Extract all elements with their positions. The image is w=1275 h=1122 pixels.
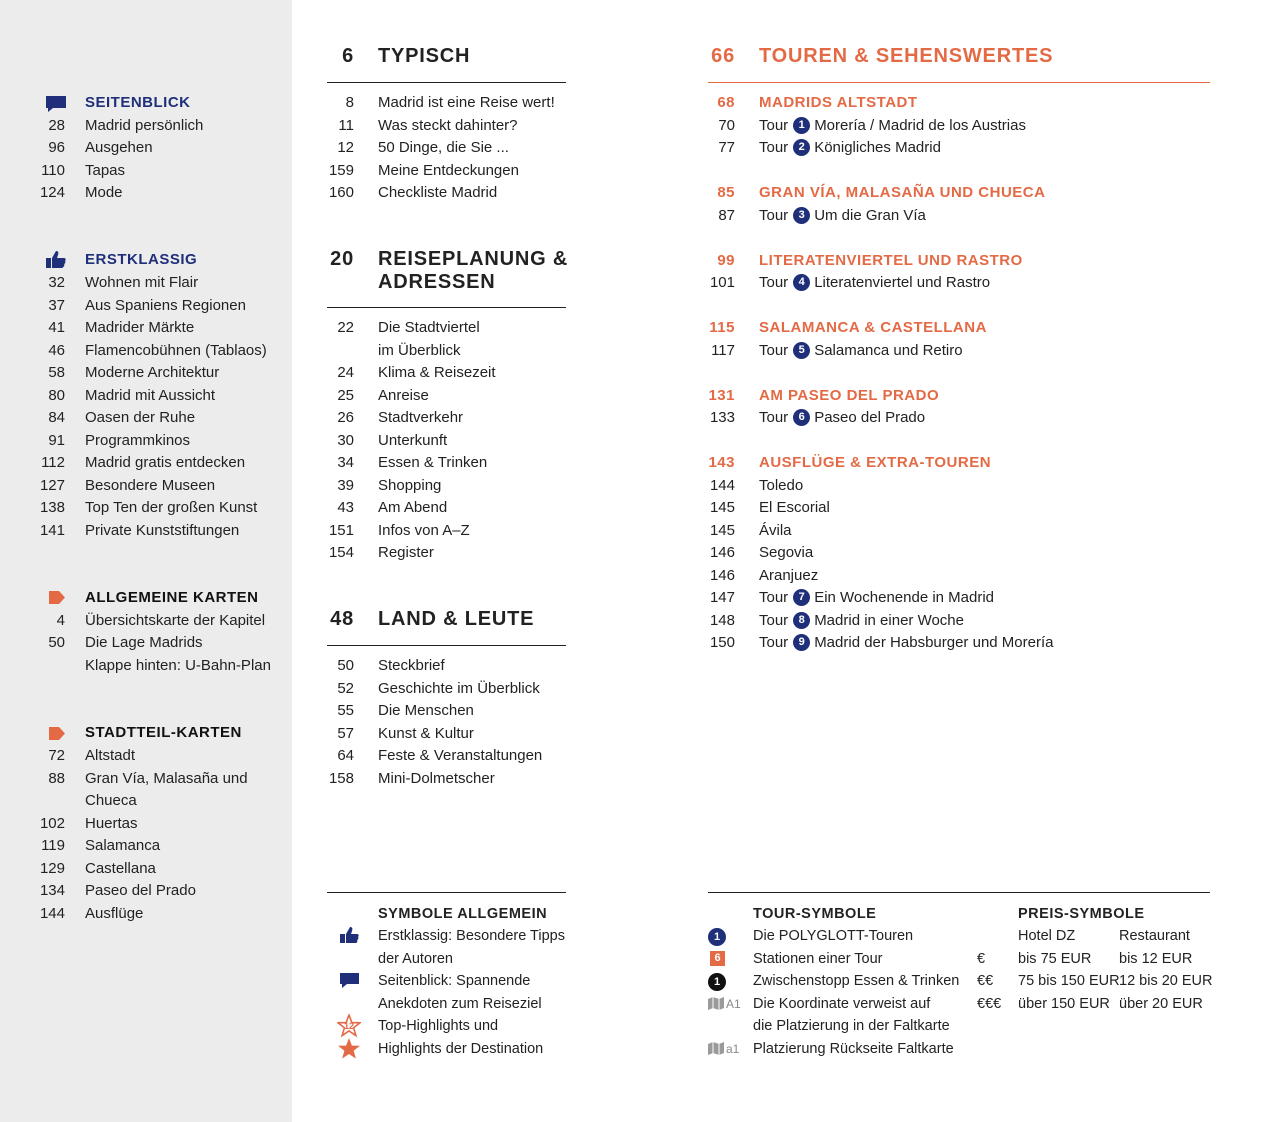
tour-number-badge: 7	[793, 589, 810, 606]
chapter-title[interactable]: LAND & LEUTE	[378, 608, 535, 630]
tour-number-badge: 2	[793, 139, 810, 156]
list-item[interactable]: 124 Mode	[39, 184, 123, 201]
section-title-erstklassig: ERSTKLASSIG	[85, 251, 198, 268]
list-item[interactable]: 24 Klima & Reisezeit	[337, 364, 496, 381]
list-item[interactable]: 30 Unterkunft	[337, 432, 448, 449]
divider	[327, 645, 566, 646]
list-item[interactable]: 22 Die Stadtviertel	[337, 319, 480, 336]
legend-line: Seitenblick: Spannende	[378, 973, 531, 989]
chapter-title[interactable]: TYPISCH	[378, 45, 471, 67]
price-symbol: €€€	[977, 996, 1002, 1012]
price-restaurant: über 20 EUR	[1119, 996, 1203, 1012]
list-item[interactable]: 146 Segovia	[709, 544, 814, 561]
group-heading[interactable]: 68 MADRIDS ALTSTADT	[717, 94, 918, 111]
speech-bubble-icon	[45, 95, 67, 113]
list-item[interactable]: 39 Shopping	[337, 477, 442, 494]
list-item[interactable]: 91 Programmkinos	[48, 432, 191, 449]
list-item[interactable]: 32 Wohnen mit Flair	[48, 274, 199, 291]
map-coordinate-back: a1	[726, 1042, 740, 1056]
list-item[interactable]: 26 Stadtverkehr	[337, 409, 464, 426]
divider	[708, 892, 1210, 893]
price-hotel: über 150 EUR	[1018, 996, 1110, 1012]
list-item[interactable]: 154 Register	[328, 544, 434, 561]
price-column-header: Restaurant	[1119, 928, 1190, 944]
list-item[interactable]: 112 Madrid gratis entdecken	[41, 454, 246, 471]
chapter-page-number: 66	[711, 45, 735, 67]
list-item[interactable]: 158 Mini-Dolmetscher	[328, 770, 495, 787]
list-item[interactable]: 141 Private Kunststiftungen	[39, 522, 240, 539]
legend-line: die Platzierung in der Faltkarte	[753, 1018, 950, 1034]
list-item[interactable]: 50 Steckbrief	[337, 657, 445, 674]
list-item[interactable]: 110 Tapas	[41, 162, 126, 179]
chapter-page-number: 20	[330, 248, 354, 270]
list-item[interactable]: 28 Madrid persönlich	[48, 117, 204, 134]
list-item[interactable]: 129 Castellana	[39, 860, 156, 877]
legend-line: Stationen einer Tour	[753, 951, 883, 967]
station-marker-icon: 6	[710, 951, 725, 966]
legend-line: Zwischenstopp Essen & Trinken	[753, 973, 960, 989]
tour-item[interactable]: 150 Tour 9 Madrid der Habsburger und Morería	[709, 634, 1054, 651]
chapter-title[interactable]: REISEPLANUNG &	[378, 248, 569, 270]
list-item[interactable]: 46 Flamencobühnen (Tablaos)	[48, 342, 267, 359]
list-item[interactable]: 8 Madrid ist eine Reise wert!	[345, 94, 555, 111]
price-restaurant: bis 12 EUR	[1119, 951, 1193, 967]
section-title-allgemeine-karten: ALLGEMEINE KARTEN	[85, 589, 259, 606]
legend-line: Platzierung Rückseite Faltkarte	[753, 1041, 954, 1057]
list-item[interactable]: 25 Anreise	[337, 387, 429, 404]
divider	[708, 82, 1210, 83]
legend-title: TOUR-SYMBOLE	[753, 906, 877, 922]
tour-item[interactable]: 148 Tour 8 Madrid in einer Woche	[709, 612, 964, 629]
price-restaurant: 12 bis 20 EUR	[1119, 973, 1213, 989]
section-title-stadtteil-karten: STADTTEIL-KARTEN	[85, 724, 242, 741]
list-item[interactable]: 50 Die Lage Madrids	[48, 634, 203, 651]
list-item[interactable]: 144 Ausflüge	[39, 905, 144, 922]
list-item[interactable]: 55 Die Menschen	[337, 702, 474, 719]
group-heading[interactable]: 85 GRAN VÍA, MALASAÑA UND CHUECA	[717, 184, 1046, 201]
list-item[interactable]: 119 Salamanca	[41, 837, 161, 854]
tour-item[interactable]: 147 Tour 7 Ein Wochenende in Madrid	[709, 589, 995, 606]
group-heading[interactable]: 115 SALAMANCA & CASTELLANA	[709, 319, 987, 336]
list-item[interactable]: 96 Ausgehen	[48, 139, 153, 156]
legend-line: Highlights der Destination	[378, 1041, 544, 1057]
legend-line: Erstklassig: Besondere Tipps	[378, 928, 565, 944]
legend-title: SYMBOLE ALLGEMEIN	[378, 906, 548, 922]
divider	[327, 892, 566, 893]
tour-number-badge: 4	[793, 274, 810, 291]
list-item[interactable]: 37 Aus Spaniens Regionen	[48, 297, 246, 314]
price-column-header: Hotel DZ	[1018, 928, 1076, 944]
map-coordinate-front: A1	[726, 997, 741, 1011]
list-item[interactable]: 160 Checkliste Madrid	[328, 184, 498, 201]
list-item[interactable]: 102 Huertas	[39, 815, 138, 832]
tour-item[interactable]: 77 Tour 2 Königliches Madrid	[718, 139, 941, 156]
price-hotel: bis 75 EUR	[1018, 951, 1092, 967]
divider	[327, 307, 566, 308]
tour-item[interactable]: 117 Tour 5 Salamanca und Retiro	[711, 342, 963, 359]
legend-line: der Autoren	[378, 951, 453, 967]
list-item[interactable]: 146 Aranjuez	[709, 567, 819, 584]
map-icon	[708, 997, 724, 1010]
list-item[interactable]: 12 50 Dinge, die Sie ...	[337, 139, 509, 156]
stopover-marker-icon: 1	[708, 973, 726, 991]
chapter-page-number: 48	[330, 608, 354, 630]
tour-item[interactable]: 133 Tour 6 Paseo del Prado	[709, 409, 926, 426]
list-item[interactable]: 64 Feste & Veranstaltungen	[337, 747, 543, 764]
list-item[interactable]: 134 Paseo del Prado	[39, 882, 196, 899]
legend-line: Die POLYGLOTT-Touren	[753, 928, 914, 944]
map-icon	[708, 1042, 724, 1055]
list-item[interactable]: 159 Meine Entdeckungen	[328, 162, 519, 179]
list-item[interactable]: 57 Kunst & Kultur	[337, 725, 474, 742]
thumbs-up-icon	[339, 926, 360, 944]
legend-line: Die Koordinate verweist auf	[753, 996, 931, 1012]
group-heading[interactable]: 143 AUSFLÜGE & EXTRA-TOUREN	[708, 454, 992, 471]
map-tag-icon	[49, 727, 65, 740]
tour-item[interactable]: 87 Tour 3 Um die Gran Vía	[718, 207, 926, 224]
list-item[interactable]: 58 Moderne Architektur	[48, 364, 220, 381]
list-item[interactable]: Chueca	[85, 792, 137, 809]
list-item[interactable]: 127 Besondere Museen	[39, 477, 216, 494]
list-item[interactable]: 88 Gran Vía, Malasaña und	[48, 770, 248, 787]
group-heading[interactable]: 131 AM PASEO DEL PRADO	[708, 387, 940, 404]
map-tag-icon	[49, 591, 65, 604]
thumbs-up-icon	[45, 250, 67, 269]
chapter-title[interactable]: TOUREN & SEHENSWERTES	[759, 45, 1054, 67]
tour-number-badge: 3	[793, 207, 810, 224]
list-item[interactable]: Klappe hinten: U-Bahn-Plan	[85, 657, 271, 674]
list-item[interactable]: 52 Geschichte im Überblick	[337, 680, 540, 697]
price-symbol: €	[977, 951, 986, 967]
list-item[interactable]: 4 Übersichtskarte der Kapitel	[56, 612, 266, 629]
group-heading[interactable]: 99 LITERATENVIERTEL UND RASTRO	[717, 252, 1023, 269]
tour-number-badge: 8	[793, 612, 810, 629]
list-item[interactable]: 151 Infos von A–Z	[328, 522, 470, 539]
list-item[interactable]: 84 Oasen der Ruhe	[48, 409, 196, 426]
tour-number-badge: 5	[793, 342, 810, 359]
tour-item[interactable]: 70 Tour 1 Morería / Madrid de los Austrias	[718, 117, 1026, 134]
chapter-page-number: 6	[342, 45, 354, 67]
list-item[interactable]: 144 Toledo	[709, 477, 804, 494]
legend-title: PREIS-SYMBOLE	[1018, 906, 1145, 922]
tour-number-badge: 1	[793, 117, 810, 134]
list-item[interactable]: 138 Top Ten der großen Kunst	[39, 499, 258, 516]
list-item[interactable]: 34 Essen & Trinken	[337, 454, 488, 471]
top-highlight-star-number: 12	[343, 1021, 354, 1031]
legend-line: Top-Highlights und	[378, 1018, 499, 1034]
price-symbol: €€	[977, 973, 994, 989]
tour-number-badge: 9	[793, 634, 810, 651]
tour-number-badge: 6	[793, 409, 810, 426]
highlight-star-icon	[337, 1037, 361, 1061]
list-item[interactable]: 11 Was steckt dahinter?	[338, 117, 518, 134]
tour-item[interactable]: 101 Tour 4 Literatenviertel und Rastro	[709, 274, 991, 291]
legend-line: Anekdoten zum Reiseziel	[378, 996, 542, 1012]
list-item[interactable]: 145 Ávila	[709, 522, 792, 539]
list-item[interactable]: 80 Madrid mit Aussicht	[48, 387, 216, 404]
price-hotel: 75 bis 150 EUR	[1018, 973, 1120, 989]
list-item[interactable]: 41 Madrider Märkte	[48, 319, 195, 336]
list-item[interactable]: 43 Am Abend	[337, 499, 448, 516]
list-item[interactable]: im Überblick	[378, 342, 461, 359]
speech-bubble-icon	[339, 972, 360, 990]
section-title-seitenblick: SEITENBLICK	[85, 94, 191, 111]
tour-marker-icon: 1	[708, 928, 726, 946]
chapter-title-line2[interactable]: ADRESSEN	[378, 271, 496, 293]
list-item[interactable]: 145 El Escorial	[709, 499, 830, 516]
divider	[327, 82, 566, 83]
list-item[interactable]: 72 Altstadt	[48, 747, 136, 764]
